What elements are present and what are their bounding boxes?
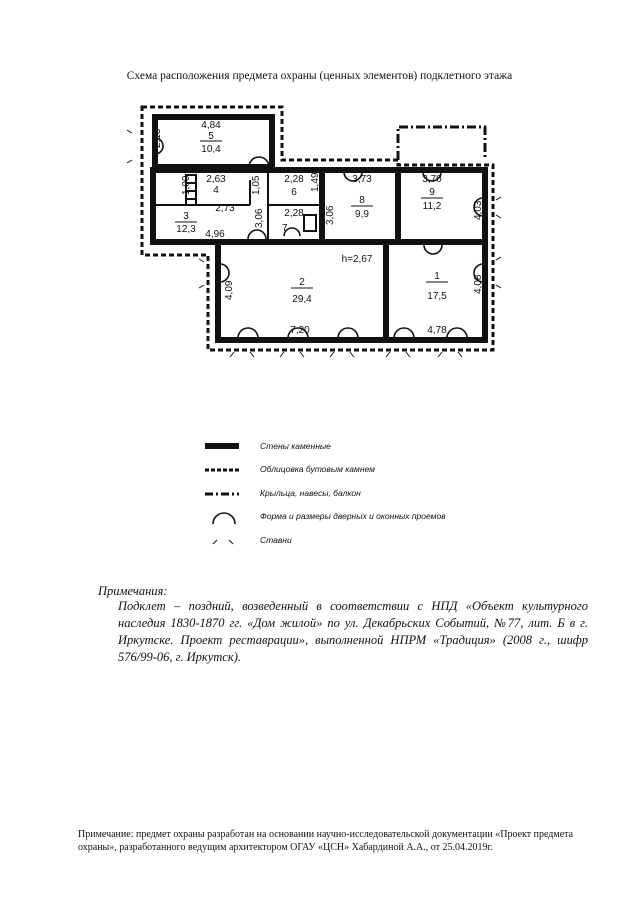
room-1-area: 17,5	[427, 291, 447, 302]
room-8-number: 8	[359, 195, 365, 206]
arc-icon	[205, 510, 245, 526]
room-7-number: 7	[282, 223, 288, 234]
legend-item-porches	[205, 487, 505, 505]
height-label: h=2,67	[341, 254, 373, 265]
legend-label: Облицовка бутовым камнем	[260, 464, 375, 474]
notes-text: Подклет – поздний, возведенный в соответствии с НПД «Объект культурного наследия 1830-1870 гг. «Дом жилой» по ул. Декабрьских Событий, №77, лит. Б в г. Иркутске. Проект реставрации», выполненной НПРМ «Традиция» (2008 г., шифр 576/99-06, г. Иркутск).	[118, 599, 588, 664]
legend-label: Форма и размеры дверных и оконных проемов	[260, 511, 446, 521]
balcony-outline	[398, 127, 485, 160]
room-3-number: 3	[183, 211, 189, 222]
window-arc-icon	[394, 328, 414, 338]
window-arc-icon	[220, 264, 229, 282]
dim-403: 4,03	[473, 200, 484, 220]
dim-306a: 3,06	[254, 208, 265, 228]
room-3-area: 12,3	[176, 224, 196, 235]
dim-228b: 2,28	[284, 208, 304, 219]
dim-408: 4,08	[473, 274, 484, 294]
window-arc-icon	[338, 328, 358, 338]
dim-213: 2,13	[152, 128, 163, 148]
legend-item-openings	[205, 510, 505, 528]
dim-484: 4,84	[201, 120, 221, 131]
door-arc-icon	[248, 230, 266, 239]
legend-label: Крыльца, навесы, балкон	[260, 488, 361, 498]
floor-plan	[0, 0, 639, 400]
dim-306b: 3,06	[325, 205, 336, 225]
footer-note: Примечание: предмет охраны разработан на основании научно-исследовательской документации «Проект предмета охраны», разработанного ведущим архитектором ОГАУ «ЦСН» Хабардиной А.А., от 25.04.2019г.	[78, 829, 574, 853]
dim-496: 4,96	[205, 229, 225, 240]
room-9-number: 9	[429, 187, 435, 198]
page-title: Схема расположения предмета охраны (ценных элементов) подклетного этажа	[126, 70, 513, 82]
legend-item-stone-cladding	[205, 463, 505, 481]
room-5-area: 10,4	[201, 144, 221, 155]
room-9-area: 11,2	[422, 201, 442, 212]
legend-label: Стены каменные	[260, 441, 331, 451]
door-arc-icon	[424, 245, 442, 254]
dim-409: 4,09	[224, 280, 235, 300]
room-6-number: 6	[291, 187, 297, 198]
dim-370: 3,70	[422, 174, 442, 185]
window-arc-icon	[238, 328, 258, 338]
dim-478: 4,78	[427, 325, 447, 336]
room-4-number: 4	[213, 185, 219, 196]
dim-100: 1,00	[181, 175, 192, 195]
dim-149: 1,49	[310, 172, 321, 192]
room-2-area: 29,4	[292, 294, 312, 305]
dim-105: 1,05	[251, 175, 262, 195]
legend-label: Ставни	[260, 535, 292, 545]
thick-wall-icon	[205, 440, 245, 454]
room-5-number: 5	[208, 131, 214, 142]
dim-228a: 2,28	[284, 174, 304, 185]
dim-373: 3,73	[352, 174, 372, 185]
window-arc-icon	[447, 328, 467, 338]
room-2-number: 2	[299, 277, 305, 288]
legend-item-stone-walls	[205, 440, 505, 458]
dashed-line-icon	[205, 463, 245, 477]
shutter-ticks-icon	[205, 534, 245, 548]
legend-item-shutters	[205, 534, 505, 552]
dim-263: 2,63	[206, 174, 226, 185]
notes-heading: Примечания:	[98, 584, 168, 598]
dim-273: 2,73	[215, 203, 235, 214]
dim-720: 7,20	[290, 325, 310, 336]
room-1-number: 1	[434, 271, 440, 282]
dash-dot-line-icon	[205, 487, 245, 501]
room-8-area: 9,9	[355, 209, 369, 220]
